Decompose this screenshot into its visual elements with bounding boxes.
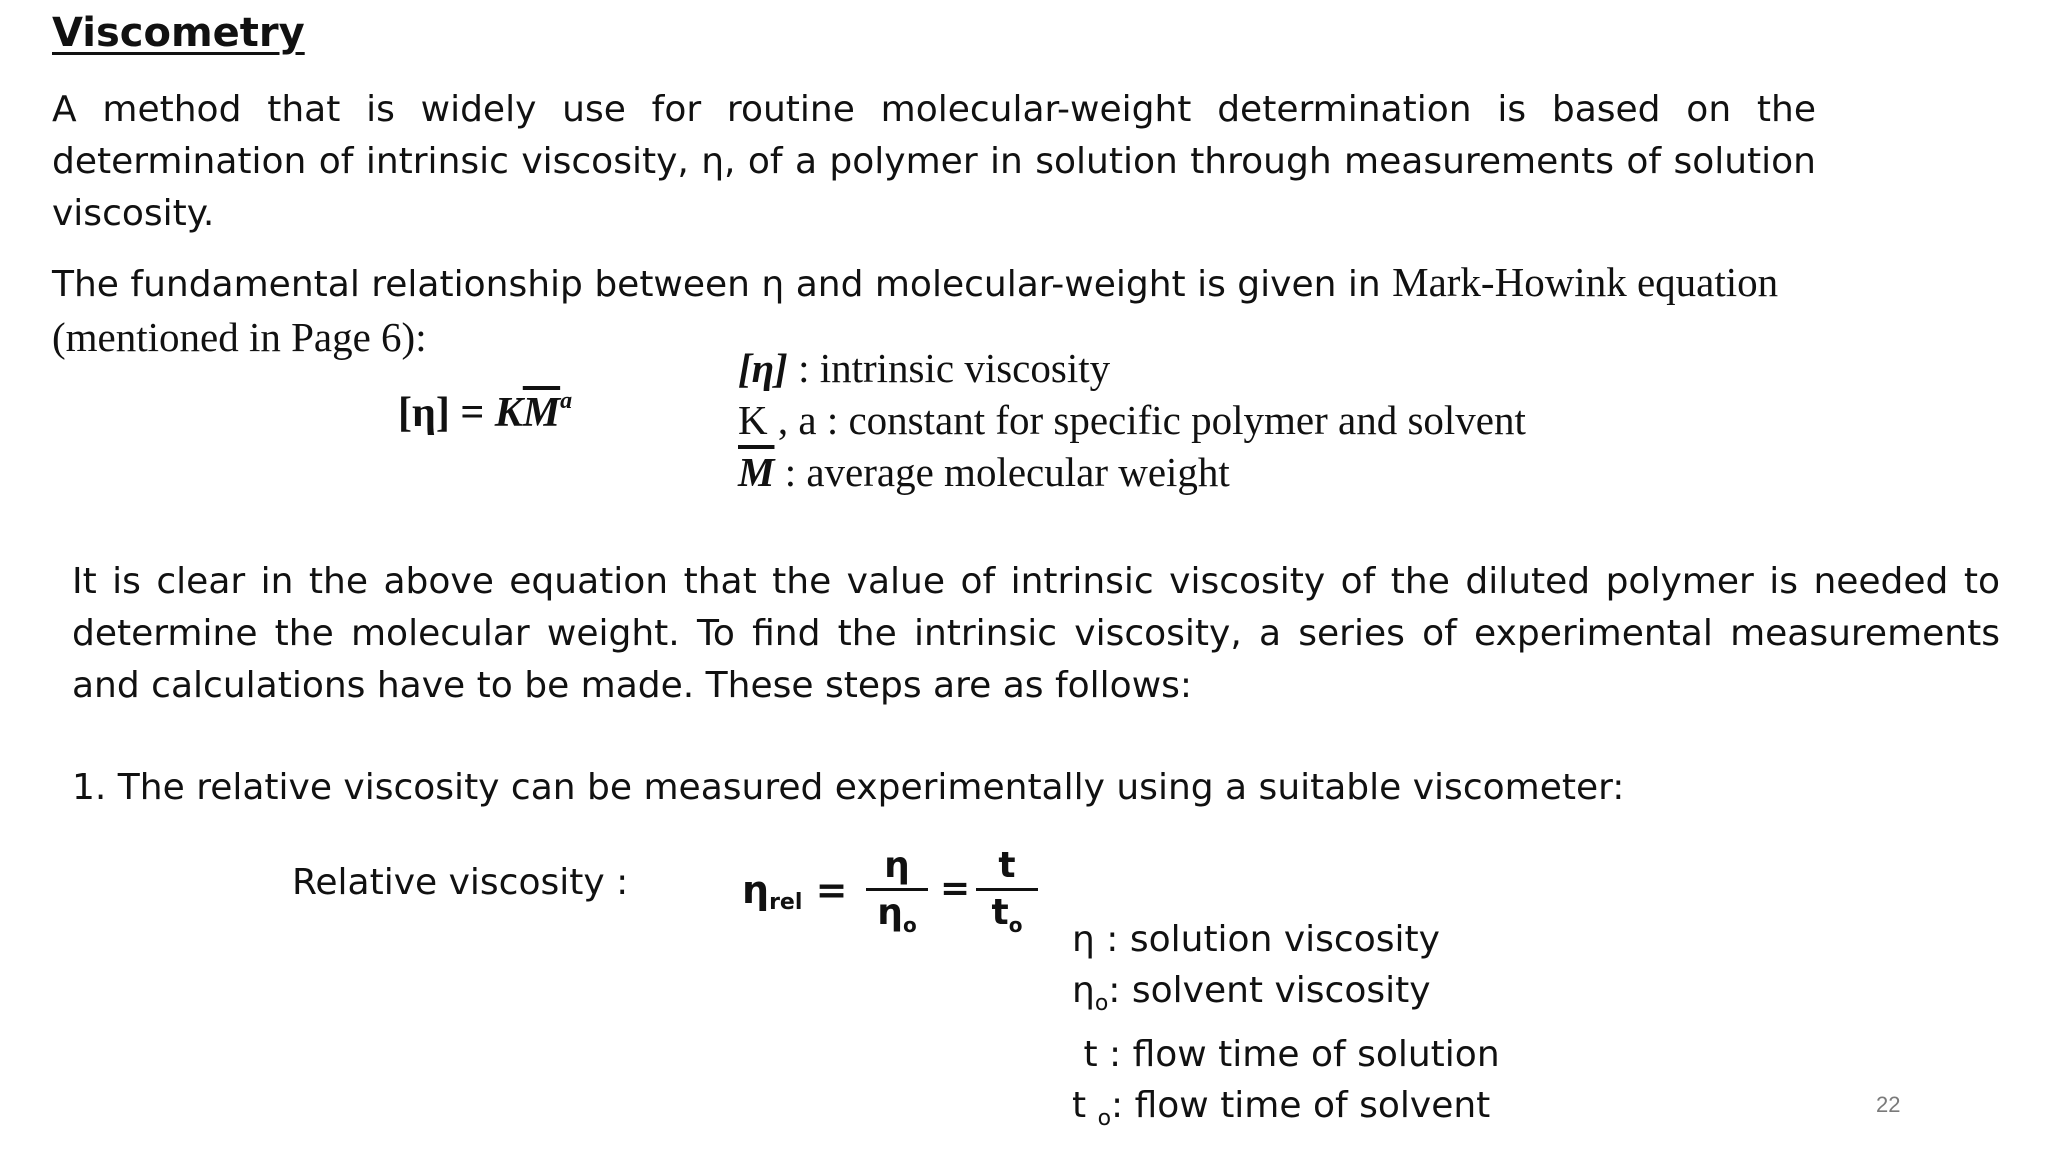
paragraph-relationship-serif: Mark-Howink equation (mentioned in Page 6): (52, 259, 1779, 360)
relative-viscosity-label: Relative viscosity : (292, 862, 629, 903)
rv-fraction-time (976, 844, 1038, 947)
rv-fraction-eta (866, 844, 928, 947)
rv-def-3-text: : flow time of solvent (1111, 1085, 1491, 1127)
rv-frac2-numerator: t (998, 845, 1016, 886)
rv-def-0-text: : solution viscosity (1094, 919, 1440, 960)
rv-lhs-symbol: η (742, 868, 770, 912)
mark-howink-definitions (738, 342, 1526, 498)
rv-frac1-numerator: η (884, 845, 910, 886)
relative-viscosity-definitions (1072, 914, 1500, 1144)
slide-title: Viscometry (52, 10, 305, 56)
mh-exponent: a (560, 388, 573, 414)
rv-def-flow-time-solvent (1072, 1080, 1500, 1144)
rv-frac2-den-sub: o (1008, 913, 1023, 938)
rv-def-1-text: : solvent viscosity (1108, 970, 1431, 1011)
rv-def-2-text: : flow time of solution (1097, 1034, 1500, 1076)
mh-m-bar: $\overline{M}$ (522, 390, 561, 436)
mh-def-eta-sym: [η] (738, 345, 788, 391)
rv-def-solvent-viscosity (1072, 965, 1500, 1029)
rv-frac2-den-symbol: t (991, 892, 1009, 933)
rv-def-solution-viscosity (1072, 914, 1500, 965)
mh-def-k-a-text: : constant for specific polymer and solvent (816, 397, 1526, 443)
mark-howink-equation (398, 388, 572, 437)
rv-lhs (742, 868, 847, 915)
rv-equals-2: = (940, 868, 971, 909)
rv-def-1-sym: η (1072, 970, 1095, 1011)
rv-def-flow-time-solution (1072, 1029, 1500, 1080)
mh-def-eta-text: : intrinsic viscosity (787, 345, 1111, 391)
mh-def-k-a (738, 394, 1526, 446)
rv-frac1-den-symbol: η (877, 892, 903, 933)
mh-def-m (738, 446, 1526, 498)
list-item-step-1: 1. The relative viscosity can be measured experimentally using a suitable viscometer: (72, 767, 1625, 808)
rv-frac1-den-sub: o (902, 913, 917, 938)
rv-frac2-denominator (976, 888, 1038, 947)
rv-def-0-sym: η (1072, 919, 1095, 960)
rv-def-2-sym: t (1072, 1034, 1098, 1076)
rv-lhs-sub: rel (769, 890, 803, 915)
rv-def-1-sub: o (1094, 991, 1109, 1017)
mh-def-k-a-sym: K , a (738, 397, 817, 443)
rv-def-3-sym: t (1072, 1085, 1098, 1127)
rv-equals-1: = (815, 868, 848, 912)
mh-k: K (494, 390, 523, 436)
rv-frac1-denominator (866, 888, 928, 947)
mh-def-m-text: : average molecular weight (774, 449, 1230, 495)
relative-viscosity-equation (740, 844, 1040, 964)
rv-def-3-sub: o (1097, 1106, 1112, 1132)
mh-def-m-sym: $\overline{M}$ (738, 449, 775, 495)
mh-lhs: [η] = (398, 390, 495, 436)
paragraph-relationship-sans: The fundamental relationship between η and molecular-weight is given in (52, 264, 1393, 305)
mh-def-eta (738, 342, 1526, 394)
page-number: 22 (1876, 1092, 1901, 1117)
paragraph-steps-intro: It is clear in the above equation that the value of intrinsic viscosity of the diluted polymer is needed to determine the molecular weight. To find the intrinsic viscosity, a series of experimental measurements and calculations have to be made. These steps are as follows: (72, 561, 2000, 706)
paragraph-intro: A method that is widely use for routine molecular-weight determination is based on the determination of intrinsic viscosity, η, of a polymer in solution through measurements of solution viscosity. (52, 89, 1816, 234)
